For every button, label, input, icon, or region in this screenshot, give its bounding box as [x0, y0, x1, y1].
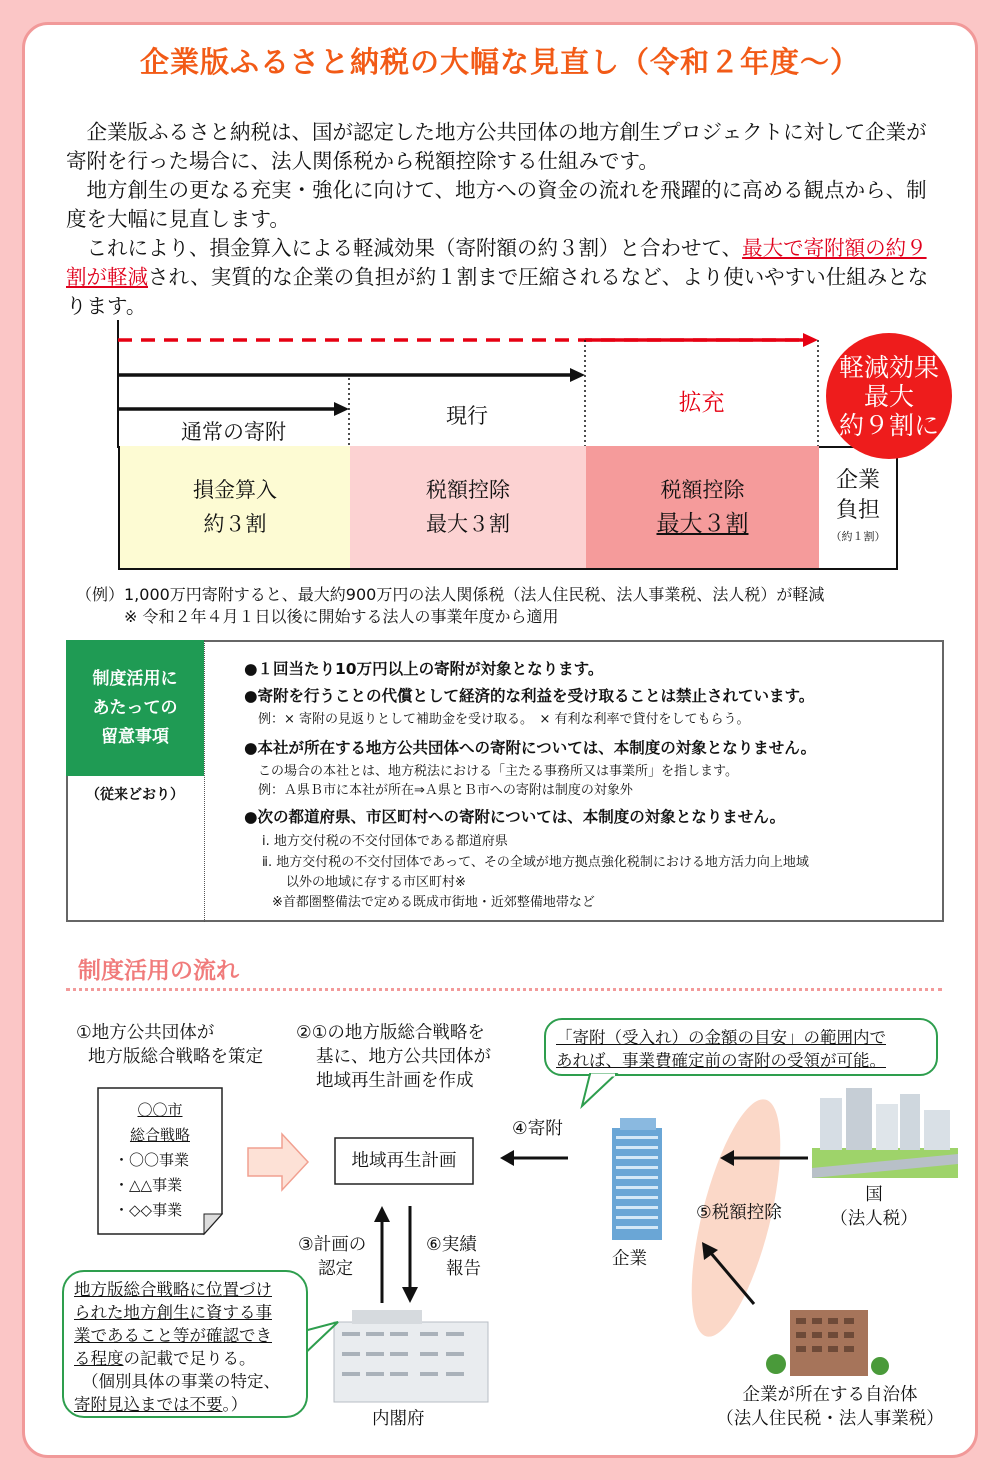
national-label-2: （法人税） [830, 1209, 918, 1229]
page-title: 企業版ふるさと納税の大幅な見直し（令和２年度〜） [139, 45, 860, 79]
intro-paragraph-1: 企業版ふるさと納税は、国が認定した地方公共団体の地方創生プロジェクトに対して企業が寄附を行った場合に、法人関係税から税額控除する仕組みです。 [66, 120, 927, 173]
pink-arrow-icon [248, 1134, 308, 1190]
strategy-document [100, 1098, 220, 1223]
notes-label-3: 留意事項 [101, 726, 169, 747]
cell3-line2: 最大３割 [656, 511, 749, 537]
note-item-3: ●本社が所在する地方公共団体への寄附については、本制度の対象となりません。 [244, 739, 817, 757]
arrow-label-current: 現行 [446, 404, 488, 428]
cell1-line2: 約３割 [203, 512, 267, 536]
note-bubble-bottom [62, 1270, 308, 1418]
note-item-3-sub2: 例：Ａ県Ｂ市に本社が所在⇒Ａ県とＢ市への寄附は制度の対象外 [258, 783, 633, 798]
local-gov-label-2: （法人住民税・法人事業税） [716, 1409, 944, 1429]
donation-arrow-head [500, 1150, 514, 1166]
flow-title: 制度活用の流れ [78, 958, 239, 984]
approval-label-1: ③計画の [298, 1235, 367, 1255]
doc-line4: ・△△事業 [114, 1176, 183, 1194]
note-item-4-sub2: ⅱ. 地方交付税の不交付団体であって、その全域が地方拠点強化税制における地方活力向上地域 [262, 855, 809, 870]
bubble-bottom-line4b: の記載で足りる。 [123, 1349, 256, 1368]
cell2-line1: 税額控除 [426, 478, 510, 502]
cell4-line3: （約１割） [830, 530, 886, 543]
intro-paragraph-2: 地方創生の更なる充実・強化に向けて、地方への資金の流れを飛躍的に高める観点から、制度を大幅に見直します。 [66, 178, 927, 231]
note-item-3-sub1: この場合の本社とは、地方税法における「主たる事務所又は事業所」を指します。 [258, 764, 738, 779]
example-note: ※ 令和２年４月１日以後に開始する法人の事業年度から適用 [124, 607, 559, 626]
step2-line2: 基に、地方公共団体が [316, 1047, 491, 1067]
approval-arrow-head [374, 1206, 390, 1222]
national-label-1: 国 [865, 1185, 883, 1205]
doc-line3: ・〇〇事業 [114, 1151, 190, 1169]
note-item-2: ●寄附を行うことの代償として経済的な利益を受け取ることは禁止されています。 [244, 687, 815, 705]
step1-line1: ①地方公共団体が [76, 1023, 215, 1043]
notes-sub: （従来どおり） [86, 787, 184, 803]
report-arrow-head [402, 1287, 418, 1303]
circle-line1: 軽減効果 [838, 352, 939, 382]
company-label: 企業 [612, 1249, 647, 1269]
doc-line1: 〇〇市 [137, 1101, 183, 1119]
doc-line5: ・◇◇事業 [114, 1201, 183, 1219]
bubble-bottom-line6a: 寄附見込までは不要 [74, 1395, 223, 1414]
bubble-bottom-line6 [74, 1393, 296, 1416]
notes-label-1: 制度活用に [92, 668, 178, 689]
bubble-top-line2: あれば、事業費確定前の寄附の受領が可能。 [556, 1051, 886, 1070]
local-gov-label-1: 企業が所在する自治体 [742, 1385, 918, 1405]
plan-box: 地域再生計画 [351, 1151, 457, 1171]
doc-line2: 総合戦略 [129, 1126, 190, 1144]
national-city-icon [812, 1088, 958, 1178]
intro-p3-highlight: 最大で寄附額の約９割が軽減 [66, 236, 927, 289]
intro-p3-b: され、実質的な企業の負担が約１割まで圧縮されるなど、より使いやすい仕組みとなります。 [66, 265, 929, 318]
cell4-line2: 負担 [835, 498, 880, 523]
bubble-top-line1: 「寄附（受入れ）の金額の目安」の範囲内で [556, 1028, 886, 1047]
cell4-line1: 企業 [835, 468, 880, 493]
intro-p3-a: これにより、損金算入による軽減効果（寄附額の約３割）と合わせて、 [86, 236, 743, 260]
circle-line3: 約９割に [838, 410, 939, 440]
cell2-line2: 最大３割 [426, 512, 510, 536]
example-text: （例）1,000万円寄附すると、最大約900万円の法人関係税（法人住民税、法人事業税、法人税）が軽減 [76, 585, 825, 604]
step1-line2: 地方版総合戦略を策定 [88, 1047, 263, 1067]
arrow-label-expanded: 拡充 [678, 390, 725, 416]
bubble-bottom-line6b: 。） [222, 1395, 248, 1414]
note-item-1: ●１回当たり10万円以上の寄附が対象となります。 [244, 660, 604, 678]
arrow-label-normal: 通常の寄附 [181, 420, 286, 444]
cabinet-office-label: 内閣府 [372, 1409, 425, 1429]
report-label-1: ⑥実績 [426, 1235, 477, 1255]
note-item-4-sub1: ⅰ. 地方交付税の不交付団体である都道府県 [262, 834, 508, 849]
donation-label: ④寄附 [512, 1119, 563, 1139]
bubble-bottom-line3: 業であること等が確認でき [74, 1326, 272, 1345]
report-label-2: 報告 [446, 1259, 481, 1279]
bubble-bottom-line4a: る程度 [74, 1349, 124, 1368]
step2-line1: ②①の地方版総合戦略を [296, 1023, 485, 1043]
approval-label-2: 認定 [318, 1259, 353, 1279]
tax-credit-label: ⑤税額控除 [696, 1203, 782, 1223]
note-item-2-sub: 例：× 寄附の見返りとして補助金を受け取る。 × 有利な利率で貸付をしてもらう。 [258, 712, 750, 727]
company-building-icon [612, 1118, 662, 1240]
note-item-4-sub3: 以外の地域に存する市区町村※ [286, 875, 466, 890]
notes-label-2: あたっての [92, 697, 178, 718]
bubble-bottom-line1: 地方版総合戦略に位置づけ [74, 1280, 272, 1299]
bubble-top-tail [582, 1074, 616, 1106]
step2-line3: 地域再生計画を作成 [316, 1071, 474, 1091]
bubble-bottom-line4 [74, 1347, 296, 1370]
circle-line2: 最大 [863, 381, 914, 411]
bubble-bottom-line5: （個別具体の事業の特定、 [82, 1372, 280, 1391]
note-item-4-sub4: ※首都圏整備法で定める既成市街地・近郊整備地帯など [272, 895, 595, 910]
local-government-building-icon [766, 1310, 889, 1376]
cell1-line1: 損金算入 [193, 478, 277, 502]
cabinet-office-building-icon [334, 1310, 488, 1402]
bubble-bottom-line2: られた地方創生に資する事 [74, 1303, 272, 1322]
cell3-line1: 税額控除 [660, 478, 745, 502]
note-item-4: ●次の都道府県、市区町村への寄附については、本制度の対象となりません。 [244, 808, 786, 826]
